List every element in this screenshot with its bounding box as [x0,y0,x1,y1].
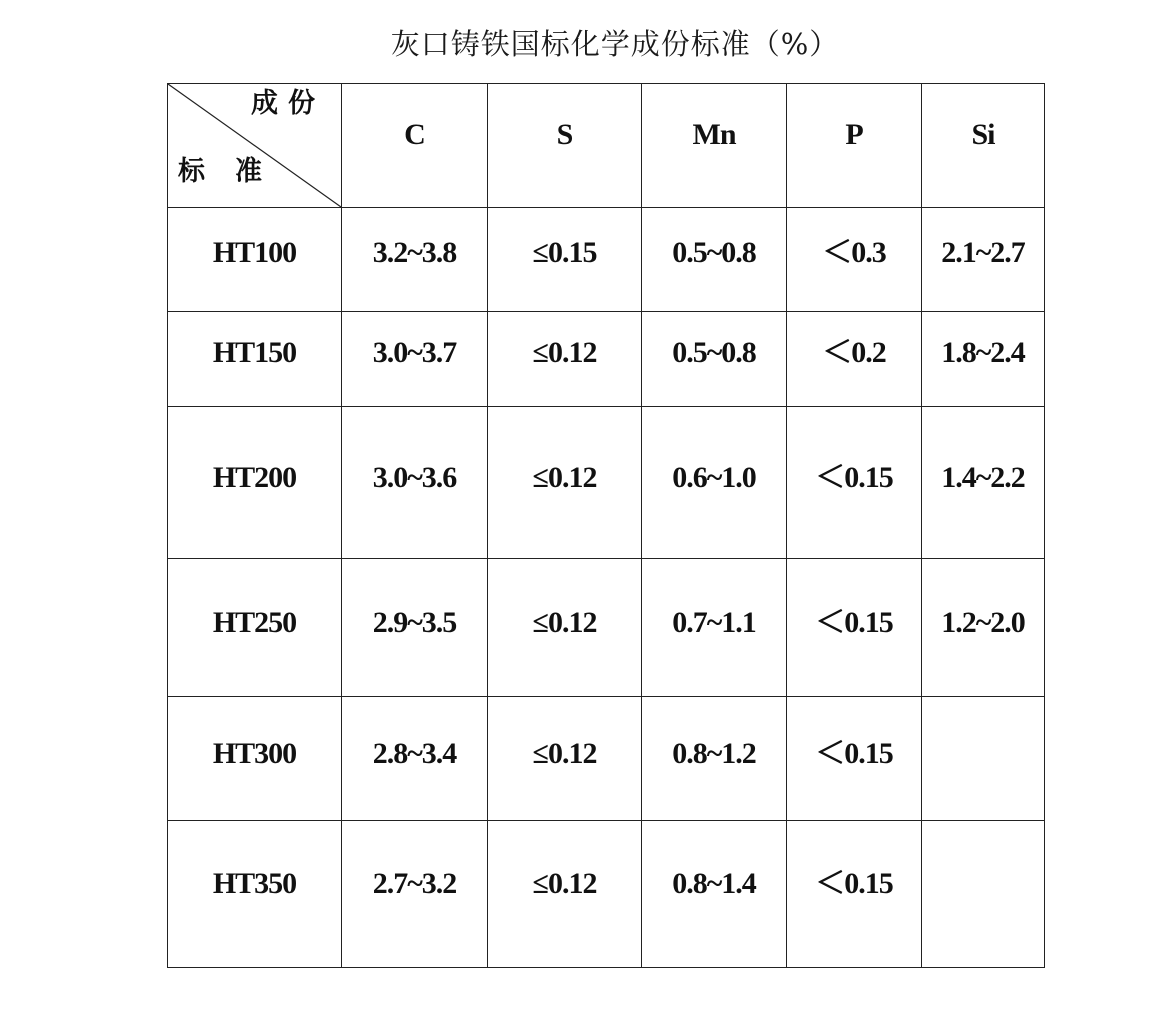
sulfur-cell: ≤0.12 [488,407,642,559]
grade-cell: HT300 [168,697,342,821]
grade-cell: HT350 [168,821,342,968]
column-header-c: C [342,84,488,208]
corner-header-cell [168,84,342,208]
column-header-si: Si [922,84,1045,208]
phosphorus-cell: ＜0.15 [787,821,922,968]
silicon-cell [922,821,1045,968]
grade-cell: HT150 [168,312,342,407]
column-header-mn: Mn [642,84,787,208]
grade-cell: HT250 [168,559,342,697]
grade-cell: HT200 [168,407,342,559]
manganese-cell: 0.7~1.1 [642,559,787,697]
silicon-cell [922,697,1045,821]
silicon-cell: 1.8~2.4 [922,312,1045,407]
phosphorus-cell: ＜0.3 [787,208,922,312]
table-row [168,312,1045,407]
grade-cell: HT100 [168,208,342,312]
sulfur-cell: ≤0.12 [488,697,642,821]
phosphorus-cell: ＜0.15 [787,697,922,821]
column-header-s: S [488,84,642,208]
sulfur-cell: ≤0.12 [488,821,642,968]
phosphorus-cell: ＜0.15 [787,559,922,697]
table-row [168,407,1045,559]
sulfur-cell: ≤0.15 [488,208,642,312]
table-row [168,208,1045,312]
carbon-cell: 2.9~3.5 [342,559,488,697]
sulfur-cell: ≤0.12 [488,559,642,697]
page-title: 灰口铸铁国标化学成份标准（%） [390,27,840,61]
corner-label-composition: 成份 [251,88,325,119]
phosphorus-cell: ＜0.15 [787,407,922,559]
carbon-cell: 3.0~3.6 [342,407,488,559]
manganese-cell: 0.5~0.8 [642,208,787,312]
carbon-cell: 2.8~3.4 [342,697,488,821]
table-row [168,559,1045,697]
carbon-cell: 2.7~3.2 [342,821,488,968]
corner-label-standard: 标准 [178,156,292,187]
silicon-cell: 1.4~2.2 [922,407,1045,559]
manganese-cell: 0.5~0.8 [642,312,787,407]
table-row [168,821,1045,968]
manganese-cell: 0.8~1.2 [642,697,787,821]
manganese-cell: 0.8~1.4 [642,821,787,968]
composition-table [167,83,1045,968]
header-row [168,84,1045,208]
carbon-cell: 3.0~3.7 [342,312,488,407]
carbon-cell: 3.2~3.8 [342,208,488,312]
manganese-cell: 0.6~1.0 [642,407,787,559]
silicon-cell: 2.1~2.7 [922,208,1045,312]
column-header-p: P [787,84,922,208]
table-row [168,697,1045,821]
silicon-cell: 1.2~2.0 [922,559,1045,697]
sulfur-cell: ≤0.12 [488,312,642,407]
phosphorus-cell: ＜0.2 [787,312,922,407]
